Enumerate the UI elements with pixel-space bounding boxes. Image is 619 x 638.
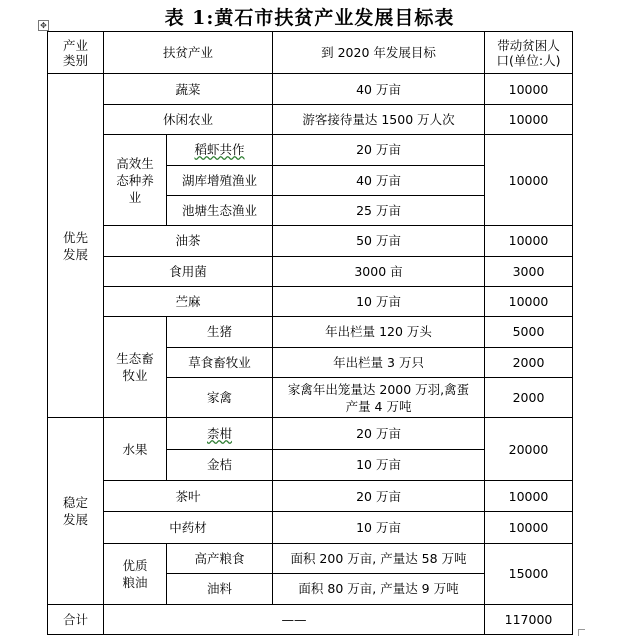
table-row	[48, 512, 573, 543]
table-row	[48, 104, 573, 134]
target-value: 50 万亩	[273, 226, 485, 256]
population-value: 10000	[485, 286, 573, 316]
rice-shrimp-label: 稻虾共作	[194, 142, 245, 158]
table-title: 表 1:黄石市扶贫产业发展目标表	[164, 7, 455, 29]
target-value: 游客接待量达 1500 万人次	[273, 104, 485, 134]
header-target: 到 2020 年发展目标	[273, 32, 485, 74]
industry-name: 池塘生态渔业	[167, 195, 273, 225]
group-fruit: 水果	[104, 418, 167, 481]
target-value: 25 万亩	[273, 195, 485, 225]
table-row	[48, 226, 573, 256]
industry-name: 家禽	[167, 377, 273, 417]
target-value: 年出栏量 120 万头	[273, 317, 485, 347]
population-value: 10000	[485, 104, 573, 134]
population-value: 2000	[485, 377, 573, 417]
table-row	[48, 135, 573, 165]
target-value: 20 万亩	[273, 135, 485, 165]
target-value: 40 万亩	[273, 74, 485, 104]
population-value: 10000	[485, 512, 573, 543]
target-value: 40 万亩	[273, 165, 485, 195]
target-value: 10 万亩	[273, 449, 485, 480]
industry-name: 高产粮食	[167, 543, 273, 573]
industry-name: 生猪	[167, 317, 273, 347]
population-value: 20000	[485, 418, 573, 481]
header-category: 产业 类别	[48, 32, 104, 74]
table-row	[48, 286, 573, 316]
target-value: 面积 200 万亩, 产量达 58 万吨	[273, 543, 485, 573]
industry-name: 湖库增殖渔业	[167, 165, 273, 195]
target-value: 10 万亩	[273, 512, 485, 543]
poverty-industry-table	[47, 31, 573, 635]
industry-name: 金桔	[167, 449, 273, 480]
population-value: 10000	[485, 135, 573, 226]
header-row	[48, 32, 573, 74]
industry-name	[167, 135, 273, 165]
population-value: 3000	[485, 256, 573, 286]
industry-name: 食用菌	[104, 256, 273, 286]
table-row	[48, 418, 573, 449]
citrus-label: 柰柑	[207, 426, 233, 442]
industry-name: 苎麻	[104, 286, 273, 316]
group-breeding: 高效生 态种养 业	[104, 135, 167, 226]
industry-name: 茶叶	[104, 481, 273, 512]
target-value: 10 万亩	[273, 286, 485, 316]
population-value: 10000	[485, 481, 573, 512]
target-value: 20 万亩	[273, 481, 485, 512]
group-livestock: 生态畜 牧业	[104, 317, 167, 418]
header-population: 带动贫困人 口(单位:人)	[485, 32, 573, 74]
population-value: 10000	[485, 74, 573, 104]
population-value: 15000	[485, 543, 573, 604]
target-value: 3000 亩	[273, 256, 485, 286]
move-arrows-icon[interactable]: ✥	[38, 20, 49, 31]
total-population: 117000	[485, 604, 573, 634]
industry-name: 油茶	[104, 226, 273, 256]
group-priority: 优先 发展	[48, 74, 104, 418]
table-row	[48, 74, 573, 104]
industry-name: 油料	[167, 574, 273, 604]
population-value: 5000	[485, 317, 573, 347]
industry-name: 休闲农业	[104, 104, 273, 134]
table-row	[48, 317, 573, 347]
table-row	[48, 481, 573, 512]
total-target: ——	[104, 604, 485, 634]
group-stable: 稳定 发展	[48, 418, 104, 604]
target-value: 年出栏量 3 万只	[273, 347, 485, 377]
table-row	[48, 256, 573, 286]
target-value: 20 万亩	[273, 418, 485, 449]
table-row	[48, 543, 573, 573]
industry-name: 中药材	[104, 512, 273, 543]
population-value: 10000	[485, 226, 573, 256]
header-industry: 扶贫产业	[104, 32, 273, 74]
total-label: 合计	[48, 604, 104, 634]
target-value: 家禽年出笼量达 2000 万羽,禽蛋 产量 4 万吨	[273, 377, 485, 417]
total-row	[48, 604, 573, 634]
industry-name: 蔬菜	[104, 74, 273, 104]
page-corner-mark	[578, 629, 585, 636]
industry-name: 草食畜牧业	[167, 347, 273, 377]
group-grain-oil: 优质 粮油	[104, 543, 167, 604]
target-value: 面积 80 万亩, 产量达 9 万吨	[273, 574, 485, 604]
population-value: 2000	[485, 347, 573, 377]
industry-name	[167, 418, 273, 449]
